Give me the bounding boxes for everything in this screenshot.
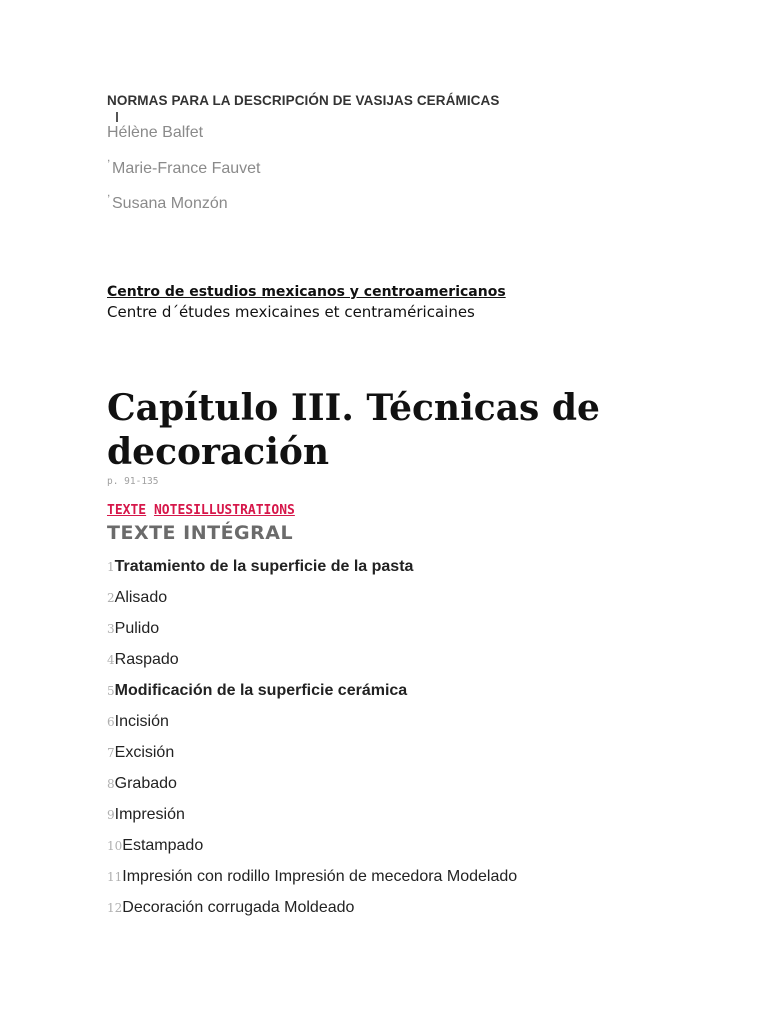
toc-item-label[interactable]: Alisado xyxy=(114,589,168,606)
toc-item-label[interactable]: Incisión xyxy=(114,713,169,730)
tab-texte[interactable]: TEXTE xyxy=(107,503,147,518)
paragraph-number: 2 xyxy=(107,591,115,605)
paragraph-number: 12 xyxy=(107,901,123,915)
author-3[interactable] xyxy=(107,185,228,213)
toc-item[interactable] xyxy=(107,713,169,731)
full-text-heading: TEXTE INTÉGRAL xyxy=(107,522,294,544)
toc-item[interactable] xyxy=(107,837,203,855)
tab-illustrations[interactable]: ILLUSTRATIONS xyxy=(193,503,295,518)
toc-item[interactable] xyxy=(107,744,174,762)
author-name[interactable]: Susana Monzón xyxy=(112,195,228,212)
tab-notes[interactable]: NOTES xyxy=(153,503,194,518)
toc-item-label[interactable]: Excisión xyxy=(114,744,175,761)
paragraph-number: 8 xyxy=(107,777,115,791)
publisher-name-fr: Centre d´études mexicaines et centraméricaines xyxy=(107,303,475,321)
paragraph-number: 7 xyxy=(107,746,115,760)
chapter-title: Capítulo III. Técnicas de decoración xyxy=(107,387,600,473)
paragraph-number: 11 xyxy=(107,870,123,884)
author-separator: , xyxy=(107,185,111,199)
author-separator: , xyxy=(107,150,111,164)
paragraph-number: 5 xyxy=(107,684,115,698)
paragraph-number: 3 xyxy=(107,622,115,636)
toc-item[interactable] xyxy=(107,868,517,886)
author-2[interactable] xyxy=(107,150,261,178)
author-1[interactable] xyxy=(107,124,203,142)
toc-item[interactable] xyxy=(107,806,185,824)
book-title: NORMAS PARA LA DESCRIPCIÓN DE VASIJAS CERÁMICAS xyxy=(107,93,500,108)
paragraph-number: 10 xyxy=(107,839,123,853)
toc-item-label[interactable]: Impresión xyxy=(114,806,185,823)
toc-item[interactable] xyxy=(107,589,167,607)
toc-item-label[interactable]: Estampado xyxy=(122,837,204,854)
toc-item-label[interactable]: Decoración corrugada Moldeado xyxy=(122,899,355,916)
publisher-link-es[interactable]: Centro de estudios mexicanos y centroamericanos xyxy=(107,284,506,300)
toc-item-label[interactable]: Impresión con rodillo Impresión de mecedora Modelado xyxy=(122,868,518,885)
toc-item[interactable] xyxy=(107,620,159,638)
toc-item-label[interactable]: Tratamiento de la superficie de la pasta xyxy=(114,558,414,575)
toc-item-label[interactable]: Grabado xyxy=(114,775,177,792)
paragraph-number: 9 xyxy=(107,808,115,822)
paragraph-number: 4 xyxy=(107,653,115,667)
paragraph-number: 6 xyxy=(107,715,115,729)
note-marker xyxy=(116,112,118,122)
paragraph-number: 1 xyxy=(107,560,115,574)
page-range: p. 91-135 xyxy=(107,476,159,487)
toc-item-label[interactable]: Pulido xyxy=(114,620,160,637)
toc-item[interactable] xyxy=(107,899,354,917)
toc-item[interactable] xyxy=(107,558,413,576)
toc-item[interactable] xyxy=(107,682,407,700)
toc-item[interactable] xyxy=(107,651,179,669)
toc-item[interactable] xyxy=(107,775,177,793)
toc-item-label[interactable]: Raspado xyxy=(114,651,179,668)
toc-item-label[interactable]: Modificación de la superficie cerámica xyxy=(114,682,408,699)
author-name[interactable]: Marie-France Fauvet xyxy=(112,160,261,177)
section-tabs xyxy=(107,503,295,518)
author-name[interactable]: Hélène Balfet xyxy=(107,124,204,141)
